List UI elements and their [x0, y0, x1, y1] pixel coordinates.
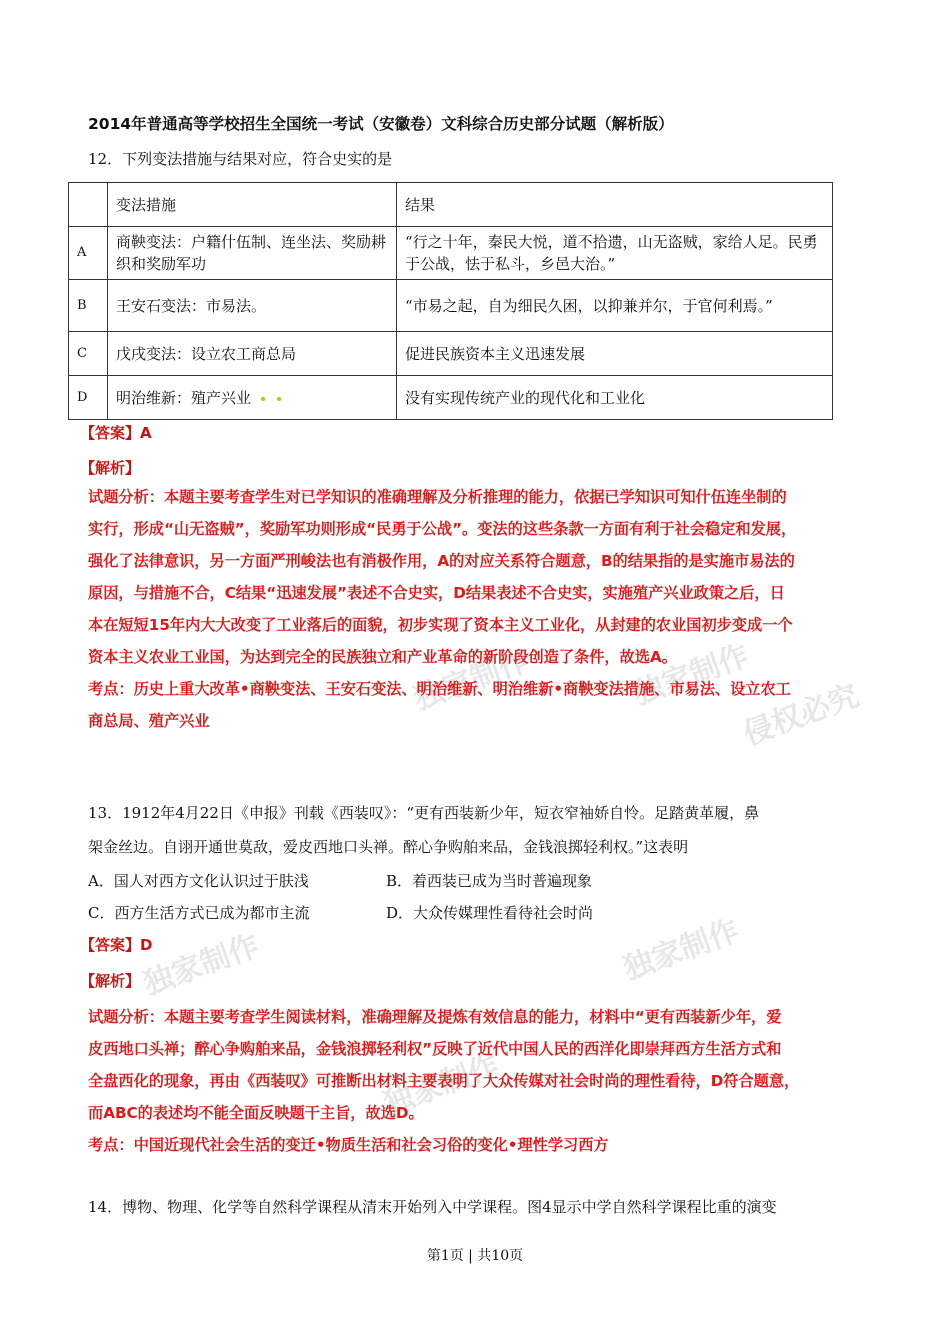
row-key: A: [69, 227, 108, 280]
analysis-line: 实行，形成“山无盗贼”，奖励军功则形成“民勇于公战”。变法的这些条款一方面有利于社会稳定和发展，: [88, 520, 797, 538]
table-header-row: [69, 183, 833, 227]
yellow-dot-mark: [277, 397, 281, 401]
analysis-line: 皮西地口头禅；醉心争购舶来品，金钱浪掷轻利权”反映了近代中国人民的西洋化即崇拜西方生活方式和: [88, 1040, 782, 1058]
row-key: D: [69, 376, 108, 420]
kaodian-line: 商总局、殖产兴业: [88, 712, 210, 730]
q13-analysis: [88, 1001, 888, 1161]
q13-stem: [88, 796, 888, 864]
q13-option-a: A．国人对西方文化认识过于肤浅: [88, 872, 309, 890]
row-result: 促进民族资本主义迅速发展: [397, 332, 833, 376]
row-measure: 戊戌变法：设立农工商总局: [108, 332, 397, 376]
table-header-cell: [69, 183, 108, 227]
row-measure: 商鞅变法：户籍什伍制、连坐法、奖励耕织和奖励军功: [108, 227, 397, 280]
watermark: 独家制作: [138, 928, 264, 1003]
row-result: “市易之起，自为细民久困，以抑兼并尔，于官何利焉。”: [397, 280, 833, 332]
row-result: “行之十年，秦民大悦，道不拾遗，山无盗贼，家给人足。民勇于公战，怯于私斗，乡邑大治。”: [397, 227, 833, 280]
q13-answer: 【答案】D: [80, 936, 153, 954]
table-row: [69, 376, 833, 420]
kaodian-line: 考点：历史上重大改革•商鞅变法、王安石变法、明治维新、明治维新•商鞅变法措施、市易法、设立农工: [88, 680, 791, 698]
analysis-line: 试题分析：本题主要考查学生阅读材料，准确理解及提炼有效信息的能力，材料中“更有西装新少年，爱: [88, 1008, 782, 1026]
analysis-line: 资本主义农业工业国，为达到完全的民族独立和产业革命的新阶段创造了条件，故选A。: [88, 648, 677, 666]
analysis-line: 全盘西化的现象，再由《西装叹》可推断出材料主要表明了大众传媒对社会时尚的理性看待，D符合题意，: [88, 1072, 800, 1090]
q12-answer: 【答案】A: [80, 424, 152, 442]
q14-stem: 14．博物、物理、化学等自然科学课程从清末开始列入中学课程。图4显示中学自然科学课程比重的演变: [88, 1198, 777, 1216]
q13-option-d: D．大众传媒理性看待社会时尚: [386, 904, 594, 922]
watermark: 侵权必究: [738, 678, 864, 753]
table-header-cell: 结果: [397, 183, 833, 227]
row-key: C: [69, 332, 108, 376]
analysis-line: 试题分析：本题主要考查学生对已学知识的准确理解及分析推理的能力，依据已学知识可知什伍连坐制的: [88, 488, 787, 506]
kaodian-line: 考点：中国近现代社会生活的变迁•物质生活和社会习俗的变化•理性学习西方: [88, 1136, 609, 1154]
row-result: 没有实现传统产业的现代化和工业化: [397, 376, 833, 420]
row-measure-text: 明治维新：殖产兴业: [116, 388, 252, 407]
q12-analysis-label: 【解析】: [80, 459, 141, 477]
q12-table: [68, 182, 833, 420]
row-measure: 王安石变法：市易法。: [108, 280, 397, 332]
q13-option-b: B．着西装已成为当时普遍现象: [386, 872, 593, 890]
watermark: 独家制作: [618, 913, 744, 988]
row-measure: [108, 376, 397, 420]
watermark: 独家制作: [628, 638, 754, 713]
watermark: 独家制作: [408, 643, 534, 718]
q12-analysis: [88, 481, 888, 737]
row-key: B: [69, 280, 108, 332]
analysis-line: 本在短短15年内大大改变了工业落后的面貌，初步实现了资本主义工业化，从封建的农业国初步变成一个: [88, 616, 793, 634]
q13-option-c: C．西方生活方式已成为都市主流: [88, 904, 310, 922]
table-row: [69, 227, 833, 280]
q12-stem: 12．下列变法措施与结果对应，符合史实的是: [88, 150, 393, 168]
analysis-line: 而ABC的表述均不能全面反映题干主旨，故选D。: [88, 1104, 424, 1122]
q13-stem-line: 架金丝边。自诩开通世莫敌，爱皮西地口头禅。醉心争购舶来品，金钱浪掷轻利权。”这表明: [88, 838, 689, 856]
yellow-dot-mark: [261, 397, 265, 401]
table-row: [69, 332, 833, 376]
analysis-line: 原因，与措施不合，C结果“迅速发展”表述不合史实，D结果表述不合史实，实施殖产兴业政策之后，日: [88, 584, 785, 602]
analysis-line: 强化了法律意识，另一方面严刑峻法也有消极作用，A的对应关系符合题意，B的结果指的是实施市易法的: [88, 552, 795, 570]
q13-analysis-label: 【解析】: [80, 972, 141, 990]
page-title: 2014年普通高等学校招生全国统一考试（安徽卷）文科综合历史部分试题（解析版）: [88, 115, 674, 133]
table-row: [69, 280, 833, 332]
q13-stem-line: 13．1912年4月22日《申报》刊载《西装叹》：“更有西装新少年，短衣窄袖娇自怜。足踏黄革履，鼻: [88, 804, 760, 822]
page-footer: 第1页 | 共10页: [426, 1248, 524, 1264]
table-header-cell: 变法措施: [108, 183, 397, 227]
watermark: 独家制作: [378, 1048, 504, 1123]
